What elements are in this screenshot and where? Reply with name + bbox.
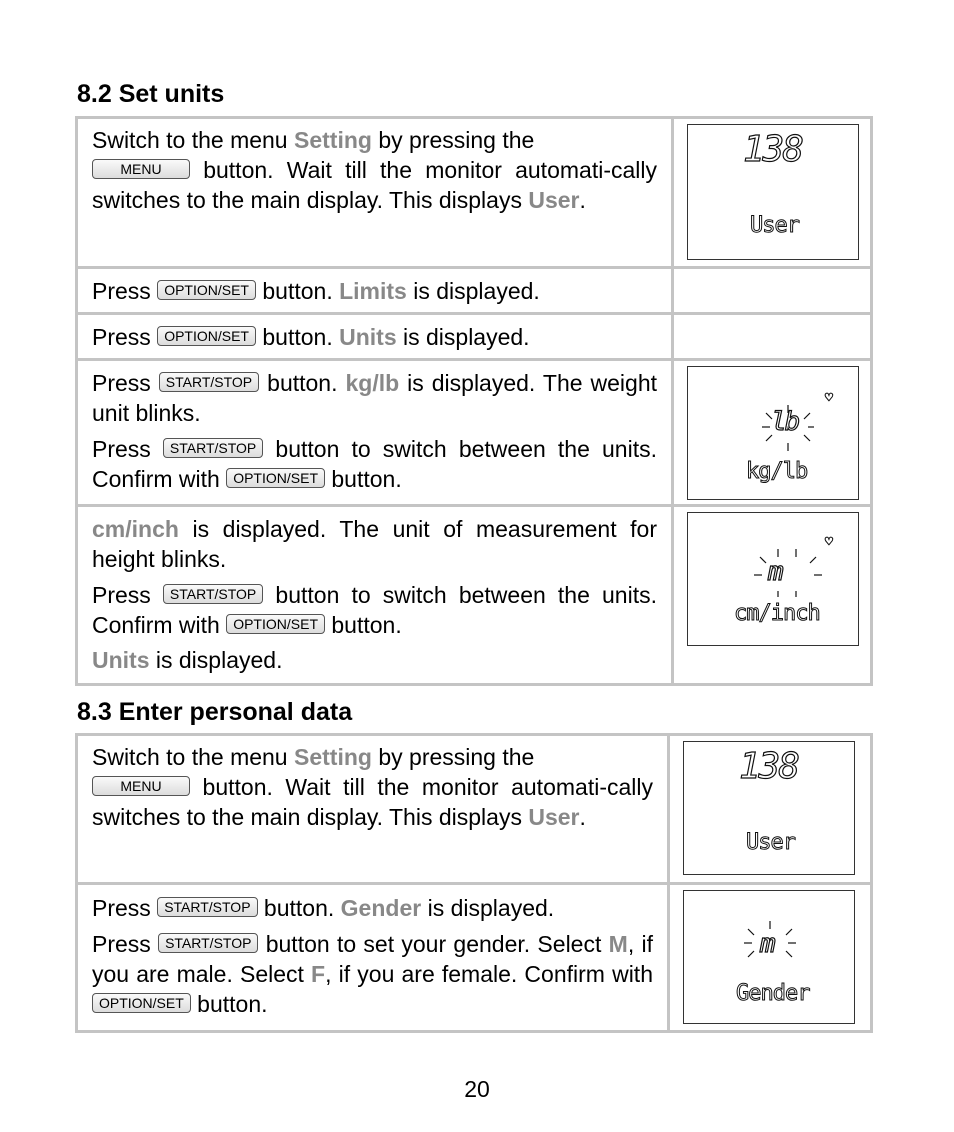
text: Switch to the menu xyxy=(92,744,294,770)
heart-icon: ♡ xyxy=(824,536,834,548)
step-text xyxy=(78,119,674,266)
table-row xyxy=(78,736,870,885)
display-cell xyxy=(670,885,870,1030)
lcd-digits: 138 xyxy=(739,746,799,787)
set-units-table xyxy=(75,116,873,686)
start-stop-button[interactable]: START/STOP xyxy=(157,897,257,917)
text: is displayed. The unit of measurement for height blinks. xyxy=(92,516,657,572)
display-name: kg/lb xyxy=(345,370,400,396)
lcd-digits: 138 xyxy=(743,129,803,170)
step-text xyxy=(78,269,674,312)
display-cell xyxy=(674,269,870,312)
menu-name: Setting xyxy=(294,744,372,770)
display-cell xyxy=(674,361,870,504)
page-number: 20 xyxy=(464,1076,490,1102)
option-set-button[interactable]: OPTION/SET xyxy=(92,993,191,1013)
start-stop-button[interactable]: START/STOP xyxy=(159,372,259,392)
table-row xyxy=(78,315,870,361)
display-name: User xyxy=(528,804,580,830)
text: . xyxy=(579,804,586,830)
text: button. xyxy=(255,278,340,304)
text: Press xyxy=(92,895,158,921)
text: button. Wait till the monitor automati-cally switches to the main display. This displays xyxy=(92,774,653,830)
text: button. xyxy=(190,991,268,1017)
text: is displayed. The weight unit blinks. xyxy=(92,370,657,426)
display-name: Gender xyxy=(340,895,422,921)
option-value: F xyxy=(311,961,326,987)
blink-rays-icon xyxy=(752,547,824,599)
lcd-label: User xyxy=(746,830,795,855)
table-row xyxy=(78,269,870,315)
lcd-digits: lb xyxy=(771,407,799,437)
display-cell xyxy=(674,507,870,683)
display-name: User xyxy=(528,187,580,213)
text: Press xyxy=(92,582,163,608)
text: button to set your gender. Select xyxy=(258,931,609,957)
option-value: M xyxy=(608,931,628,957)
option-set-button[interactable]: OPTION/SET xyxy=(226,468,325,488)
text: button. xyxy=(325,612,402,638)
option-set-button[interactable]: OPTION/SET xyxy=(226,614,325,634)
display-name: Units xyxy=(92,647,150,673)
menu-name: Setting xyxy=(294,127,372,153)
lcd-digits: m xyxy=(768,557,782,587)
display-cell xyxy=(674,315,870,358)
text: is displayed. xyxy=(149,647,283,673)
text: , if you are male. Select xyxy=(92,931,653,987)
display-name: Units xyxy=(339,324,397,350)
lcd-label: Gender xyxy=(736,981,810,1006)
text: Press xyxy=(92,436,163,462)
table-row xyxy=(78,119,870,269)
option-set-button[interactable]: OPTION/SET xyxy=(157,280,256,300)
lcd-label: kg/lb xyxy=(746,459,808,484)
text: Press xyxy=(92,370,159,396)
display-name: Limits xyxy=(339,278,407,304)
text: Press xyxy=(92,324,158,350)
lcd-digits: m xyxy=(760,929,774,959)
step-text xyxy=(78,361,674,504)
text: button. xyxy=(257,895,341,921)
option-set-button[interactable]: OPTION/SET xyxy=(157,326,256,346)
table-row xyxy=(78,361,870,507)
text: button. xyxy=(325,466,402,492)
lcd-label: cm/inch xyxy=(734,601,820,626)
section-title-set-units: 8.2 Set units xyxy=(77,80,225,108)
text: is displayed. xyxy=(406,278,540,304)
lcd-display xyxy=(687,512,859,646)
text: button. xyxy=(259,370,346,396)
display-name: cm/inch xyxy=(92,516,179,542)
step-text xyxy=(78,736,670,882)
step-text xyxy=(78,885,670,1030)
text: by pressing the xyxy=(371,744,535,770)
text: . xyxy=(579,187,586,213)
lcd-display xyxy=(683,741,855,875)
step-text xyxy=(78,315,674,358)
menu-button[interactable]: MENU xyxy=(92,159,190,179)
section-title-enter-personal-data: 8.3 Enter personal data xyxy=(77,698,353,726)
display-cell xyxy=(674,119,870,266)
lcd-display xyxy=(687,366,859,500)
lcd-display xyxy=(683,890,855,1024)
text: button. Wait till the monitor automati-cally switches to the main display. This displays xyxy=(92,157,657,213)
text: is displayed. xyxy=(396,324,530,350)
start-stop-button[interactable]: START/STOP xyxy=(163,438,263,458)
text: by pressing the xyxy=(371,127,535,153)
text: is displayed. xyxy=(421,895,555,921)
display-cell xyxy=(670,736,870,882)
lcd-label: User xyxy=(750,213,799,238)
table-row xyxy=(78,885,870,1030)
text: Press xyxy=(92,931,159,957)
text: , if you are female. Confirm with xyxy=(325,961,653,987)
step-text xyxy=(78,507,674,683)
menu-button[interactable]: MENU xyxy=(92,776,190,796)
text: Press xyxy=(92,278,158,304)
text: Switch to the menu xyxy=(92,127,294,153)
start-stop-button[interactable]: START/STOP xyxy=(158,933,258,953)
personal-data-table xyxy=(75,733,873,1033)
heart-icon: ♡ xyxy=(824,392,834,404)
text: button to switch between the units. Confirm with xyxy=(92,582,657,638)
text: button. xyxy=(255,324,340,350)
start-stop-button[interactable]: START/STOP xyxy=(163,584,263,604)
table-row xyxy=(78,507,870,683)
text: button to switch between the units. Confirm with xyxy=(92,436,657,492)
lcd-display xyxy=(687,124,859,260)
